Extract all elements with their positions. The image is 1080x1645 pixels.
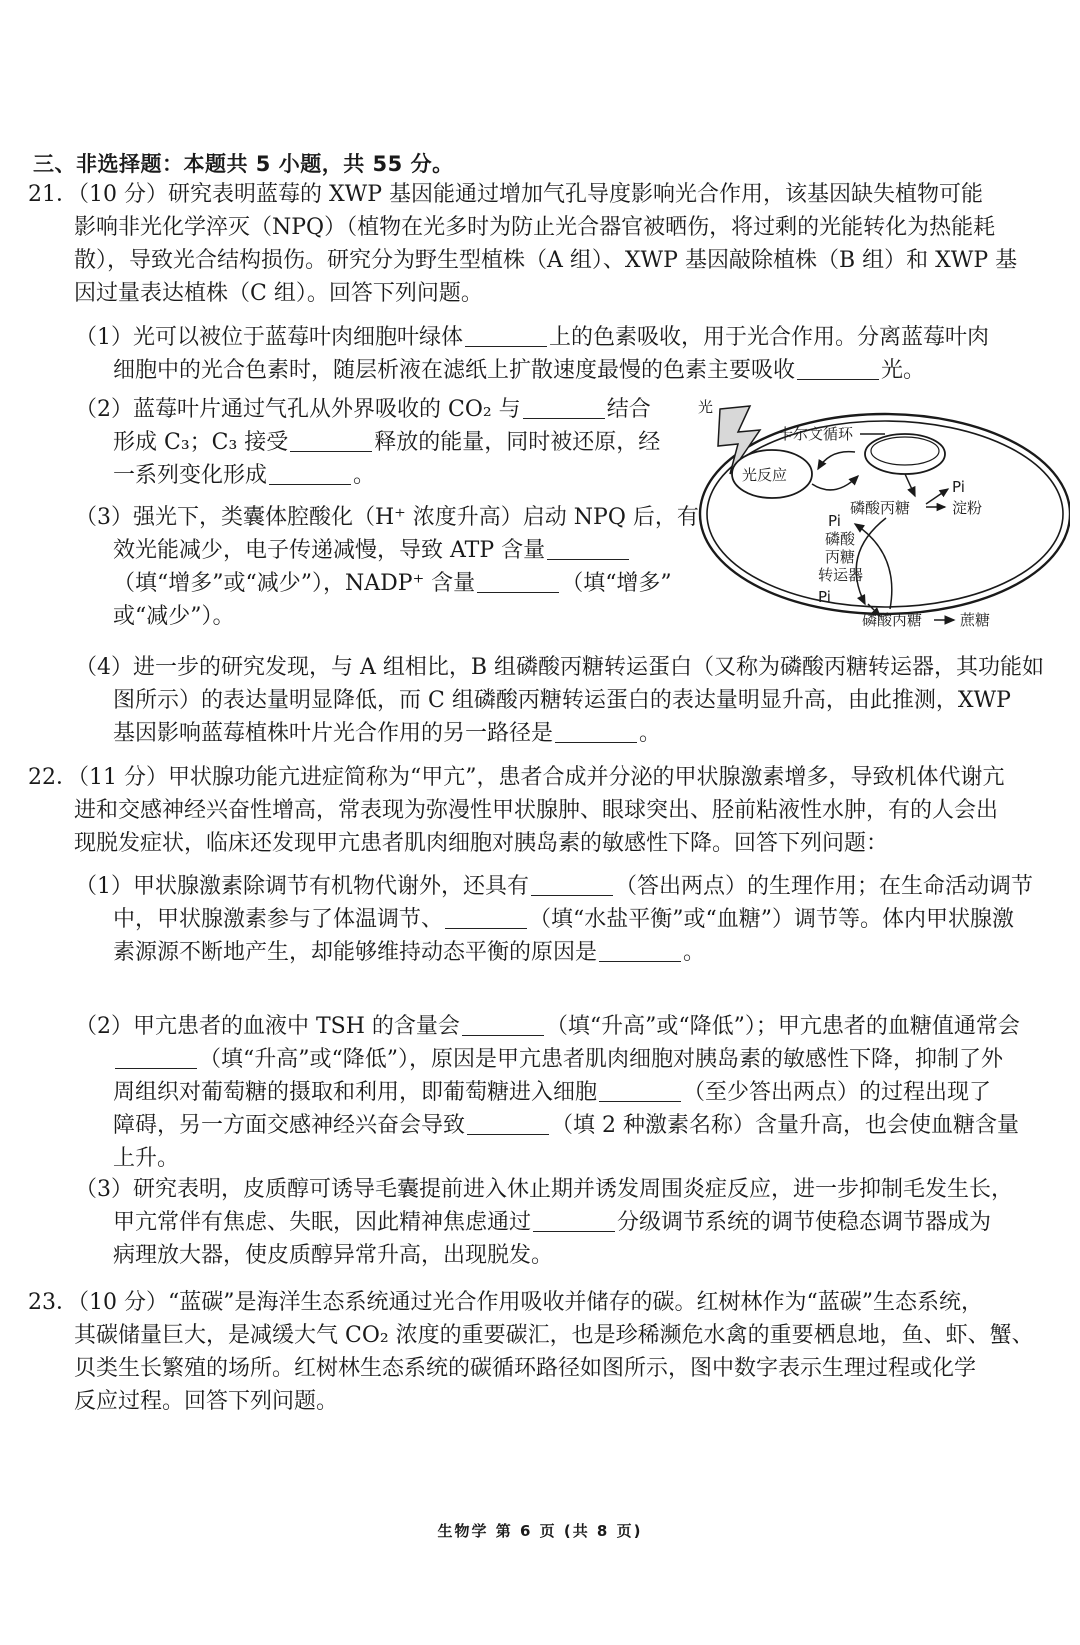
calvin-cycle-label: 卡尔文循环	[778, 425, 854, 443]
sucrose-label: 蔗糖	[960, 611, 991, 629]
q21-2-text: 。	[353, 463, 376, 488]
q22-2-text: （填 2 种激素名称）含量升高，也会使血糖含量	[551, 1113, 1020, 1138]
pi-bottom-label: Pi	[818, 588, 831, 606]
q22-2-text: 周组织对葡萄糖的摄取和利用，即葡萄糖进入细胞	[113, 1080, 598, 1105]
q22-1-text: 素源源不断地产生，却能够维持动态平衡的原因是	[113, 940, 598, 965]
answer-blank[interactable]	[547, 537, 629, 560]
transporter-label: 磷酸	[825, 530, 856, 548]
q22-1-text: 中，甲状腺激素参与了体温调节、	[113, 907, 444, 932]
q22-1-text: （填“水盐平衡”或“血糖”）调节等。体内甲状腺激	[529, 907, 1015, 932]
q22-3-text: 病理放大器，使皮质醇异常升高，出现脱发。	[113, 1243, 554, 1268]
answer-blank[interactable]	[115, 1046, 197, 1069]
question-21	[28, 178, 1058, 310]
q22-1-text: （1）甲状腺激素除调节有机物代谢外，还具有	[75, 874, 529, 899]
answer-blank[interactable]	[797, 357, 879, 380]
answer-blank[interactable]	[599, 1079, 681, 1102]
q22-2-text: （填“升高”或“降低”）；甲亢患者的血糖值通常会	[545, 1014, 1020, 1039]
pi-left-label: Pi	[828, 512, 841, 530]
q22-2-text: （2）甲亢患者的血液中 TSH 的含量会	[75, 1014, 460, 1039]
q22-line: 进和交感神经兴奋性增高，常表现为弥漫性甲状腺肿、眼球突出、胫前粘液性水肿，有的人会出	[74, 798, 999, 823]
triose-phosphate-out-label: 磷酸丙糖	[862, 611, 923, 629]
question-23	[28, 1286, 1058, 1418]
q23-line: 23．（10 分）“蓝碳”是海洋生态系统通过光合作用吸收并储存的碳。红树林作为“蓝碳”生态系统，	[28, 1290, 983, 1315]
q21-1-text: （1）光可以被位于蓝莓叶肉细胞叶绿体	[75, 325, 463, 350]
q22-1-text: 。	[683, 940, 706, 965]
q21-line: 散），导致光合结构损伤。研究分为野生型植株（A 组）、XWP 基因敲除植株（B 组）和 XWP 基	[74, 248, 1018, 273]
q22-line: 现脱发症状，临床还发现甲亢患者肌肉细胞对胰岛素的敏感性下降。回答下列问题：	[74, 831, 889, 856]
triose-phosphate-label: 磷酸丙糖	[850, 499, 911, 517]
starch-label: 淀粉	[952, 499, 983, 517]
q22-part-1	[75, 870, 1033, 969]
q21-4-text: 。	[639, 721, 662, 746]
answer-blank[interactable]	[290, 429, 372, 452]
q21-3-text: 或“减少”）。	[113, 604, 235, 629]
answer-blank[interactable]	[555, 720, 637, 743]
chloroplast-diagram	[690, 394, 1070, 674]
q21-2-text: 释放的能量，同时被还原，经	[374, 430, 661, 455]
q21-4-text: （4）进一步的研究发现，与 A 组相比，B 组磷酸丙糖转运蛋白（又称为磷酸丙糖转运器，其功能如	[75, 655, 1045, 680]
q21-2-text: 形成 C₃；C₃ 接受	[113, 430, 289, 455]
q21-4-text: 图所示）的表达量明显降低，而 C 组磷酸丙糖转运蛋白的表达量明显升高，由此推测，XWP	[113, 688, 1011, 713]
q22-2-text: 障碍，另一方面交感神经兴奋会导致	[113, 1113, 466, 1138]
q21-1-text: 光。	[881, 358, 926, 383]
q22-2-text: 上升。	[113, 1146, 180, 1171]
transporter-label: 丙糖	[825, 548, 856, 566]
q22-part-3	[75, 1173, 1013, 1272]
question-22	[28, 761, 1058, 860]
pi-top-label: Pi	[952, 478, 965, 496]
q23-line: 贝类生长繁殖的场所。红树林生态系统的碳循环路径如图所示，图中数字表示生理过程或化学	[74, 1356, 977, 1381]
q22-3-text: 分级调节系统的调节使稳态调节器成为	[617, 1210, 992, 1235]
q21-1-text: 细胞中的光合色素时，随层析液在滤纸上扩散速度最慢的色素主要吸收	[113, 358, 796, 383]
q22-2-text: （至少答出两点）的过程出现了	[683, 1080, 992, 1105]
q21-3-text: （填“增多”或“减少”），NADP⁺ 含量	[113, 571, 476, 596]
q22-line: 22．（11 分）甲状腺功能亢进症简称为“甲亢”，患者合成并分泌的甲状腺激素增多，导致机体代谢亢	[28, 765, 1005, 790]
q23-line: 反应过程。回答下列问题。	[74, 1389, 339, 1414]
light-reaction-label: 光反应	[742, 466, 788, 484]
q21-part-3	[75, 501, 699, 633]
answer-blank[interactable]	[477, 570, 559, 593]
q21-line: 因过量表达植株（C 组）。回答下列问题。	[74, 281, 483, 306]
answer-blank[interactable]	[465, 324, 547, 347]
q21-1-text: 上的色素吸收，用于光合作用。分离蓝莓叶肉	[549, 325, 990, 350]
section-header: 三、非选择题：本题共 5 小题，共 55 分。	[33, 152, 454, 176]
q21-2-text: 结合	[606, 397, 651, 422]
q21-line: 21．（10 分）研究表明蓝莓的 XWP 基因能通过增加气孔导度影响光合作用，该基因缺失植物可能	[28, 182, 984, 207]
transporter-label: 转运器	[818, 566, 864, 584]
q22-3-text: （3）研究表明，皮质醇可诱导毛囊提前进入休止期并诱发周围炎症反应，进一步抑制毛发生长，	[75, 1177, 1014, 1202]
answer-blank[interactable]	[462, 1013, 544, 1036]
q23-line: 其碳储量巨大，是减缓大气 CO₂ 浓度的重要碳汇，也是珍稀濒危水禽的重要栖息地，鱼、虾、蟹、	[74, 1323, 1034, 1348]
q21-3-text: 效光能减少，电子传递减慢，导致 ATP 含量	[113, 538, 546, 563]
q21-part-4	[75, 651, 1044, 750]
q21-2-text: 一系列变化形成	[113, 463, 268, 488]
answer-blank[interactable]	[523, 396, 605, 419]
q21-part-1	[75, 321, 989, 387]
q22-1-text: （答出两点）的生理作用；在生命活动调节	[615, 874, 1034, 899]
q22-part-2	[75, 1010, 1020, 1175]
q22-3-text: 甲亢常伴有焦虑、失眠，因此精神焦虑通过	[113, 1210, 532, 1235]
answer-blank[interactable]	[531, 873, 613, 896]
q21-part-2	[75, 393, 660, 492]
q22-2-text: （填“升高”或“降低”），原因是甲亢患者肌肉细胞对胰岛素的敏感性下降，抑制了外	[199, 1047, 1003, 1072]
q21-line: 影响非光化学淬灭（NPQ）（植物在光多时为防止光合器官被晒伤，将过剩的光能转化为热能耗	[74, 215, 996, 240]
answer-blank[interactable]	[533, 1209, 615, 1232]
calvin-cycle-ring	[865, 434, 945, 474]
q21-3-text: （填“增多”	[561, 571, 672, 596]
q21-3-text: （3）强光下，类囊体腔酸化（H⁺ 浓度升高）启动 NPQ 后，有	[75, 505, 699, 530]
answer-blank[interactable]	[599, 939, 681, 962]
light-label: 光	[698, 398, 714, 416]
answer-blank[interactable]	[445, 906, 527, 929]
page-footer: 生物学 第 6 页 (共 8 页)	[437, 1522, 643, 1540]
answer-blank[interactable]	[467, 1112, 549, 1135]
q21-4-text: 基因影响蓝莓植株叶片光合作用的另一路径是	[113, 721, 554, 746]
q21-2-text: （2）蓝莓叶片通过气孔从外界吸收的 CO₂ 与	[75, 397, 521, 422]
answer-blank[interactable]	[269, 462, 351, 485]
